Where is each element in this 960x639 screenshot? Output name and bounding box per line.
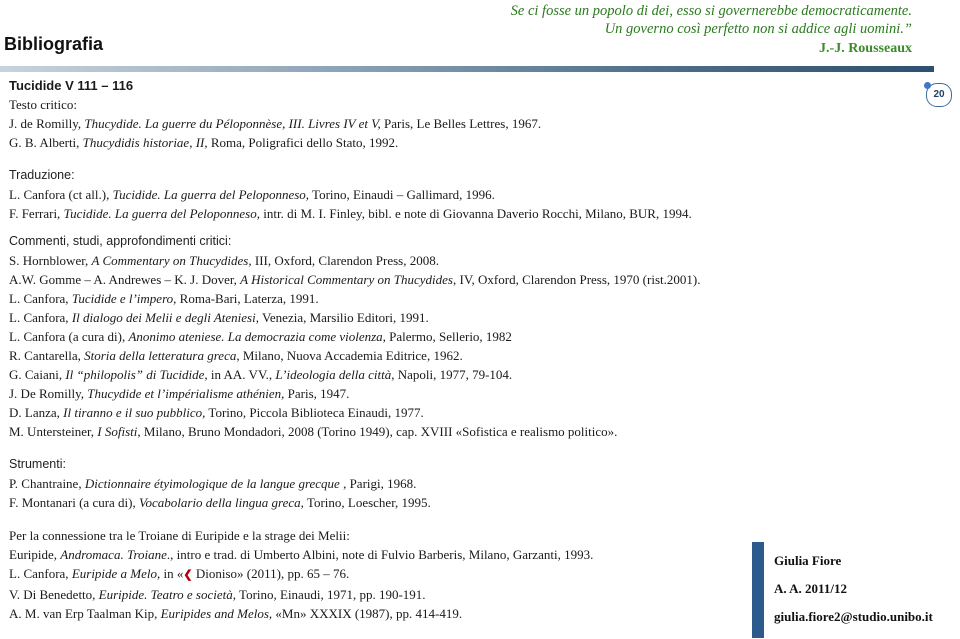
author-email[interactable]: giulia.fiore2@studio.unibo.it [774,609,933,624]
translation-heading: Traduzione: [9,168,75,182]
bib-entry: A.W. Gomme – A. Andrewes – K. J. Dover, A Historical Commentary on Thucydides, IV, Oxford, Clarendon Press, 1970 (rist.2001). [9,272,701,287]
spacer [9,223,914,232]
author-name: Giulia Fiore [774,553,842,568]
broken-glyph-icon: ❮ [183,569,193,581]
page-number-badge [926,83,952,107]
page-number: 20 [933,89,945,100]
source-title: Tucidide V 111 – 116 [9,78,134,93]
bib-entry: G. B. Alberti, Thucydidis historiae, II, Roma, Poligrafici dello Stato, 1992. [9,135,399,150]
page-dot-icon [924,82,931,89]
bib-entry: D. Lanza, Il tiranno e il suo pubblico, Torino, Piccola Biblioteca Einaudi, 1977. [9,405,424,420]
bib-entry: Euripide, Andromaca. Troiane., intro e trad. di Umberto Albini, note di Fulvio Barberis, Milano, Garzanti, 1993. [9,547,594,562]
page-title: Bibliografia [4,34,104,54]
bib-entry: F. Ferrari, Tucidide. La guerra del Peloponneso, intr. di M. I. Finley, bibl. e note di Giovanna Daverio Rocchi, Milano, BUR, 1994. [9,206,692,221]
author-info-box [752,542,952,638]
bibliography-content [9,76,914,623]
bib-entry: L. Canfora, Euripide a Melo, in «❮ Dioniso» (2011), pp. 65 – 76. [9,566,350,581]
epigraph-quote [511,2,912,59]
epigraph-line-1: Se ci fosse un popolo di dei, esso si governerebbe democraticamente. [510,3,912,19]
spacer [9,512,914,526]
bib-entry: L. Canfora, Tucidide e l’impero, Roma-Bari, Laterza, 1991. [9,291,319,306]
bib-entry: L. Canfora (a cura di), Anonimo ateniese. La democrazia come violenza, Palermo, Sellerio, 1982 [9,329,512,344]
bib-entry: M. Untersteiner, I Sofisti, Milano, Bruno Mondadori, 2008 (Torino 1949), cap. XVIII «Sofistica e realismo politico». [9,424,618,439]
spacer [9,152,914,166]
tools-heading: Strumenti: [9,457,66,471]
bib-entry: R. Cantarella, Storia della letteratura greca, Milano, Nuova Accademia Editrice, 1962. [9,348,463,363]
header-divider [0,66,934,72]
bib-entry: S. Hornblower, A Commentary on Thucydides, III, Oxford, Clarendon Press, 2008. [9,253,439,268]
comments-heading: Commenti, studi, approfondimenti critici: [9,234,232,248]
bib-entry: L. Canfora (ct all.), Tucidide. La guerra del Peloponneso, Torino, Einaudi – Gallimard, 1996. [9,187,495,202]
critical-text-heading: Testo critico: [9,97,78,112]
epigraph-author: J.-J. Rousseaux [819,41,912,56]
academic-year: A. A. 2011/12 [774,581,847,596]
spacer [9,441,914,455]
euripides-heading: Per la connessione tra le Troiane di Euripide e la strage dei Melii: [9,528,350,543]
bib-entry: L. Canfora, Il dialogo dei Melii e degli Ateniesi, Venezia, Marsilio Editori, 1991. [9,310,429,325]
bib-entry: J. De Romilly, Thucydide et l’impérialisme athénien, Paris, 1947. [9,386,350,401]
bib-entry: F. Montanari (a cura di), Vocabolario della lingua greca, Torino, Loescher, 1995. [9,495,431,510]
bib-entry: J. de Romilly, Thucydide. La guerre du Péloponnèse, III. Livres IV et V, Paris, Le Belles Lettres, 1967. [9,116,542,131]
bib-entry: V. Di Benedetto, Euripide. Teatro e società, Torino, Einaudi, 1971, pp. 190-191. [9,587,426,602]
bib-entry: G. Caiani, Il “philopolis” di Tucidide, in AA. VV., L’ideologia della città, Napoli, 1977, 79-104. [9,367,513,382]
epigraph-line-2: Un governo così perfetto non si addice agli uomini.” [604,21,912,37]
bib-entry: P. Chantraine, Dictionnaire étyimologique de la langue grecque , Parigi, 1968. [9,476,417,491]
bib-entry: A. M. van Erp Taalman Kip, Euripides and Melos, «Mn» XXXIX (1987), pp. 414-419. [9,606,463,621]
